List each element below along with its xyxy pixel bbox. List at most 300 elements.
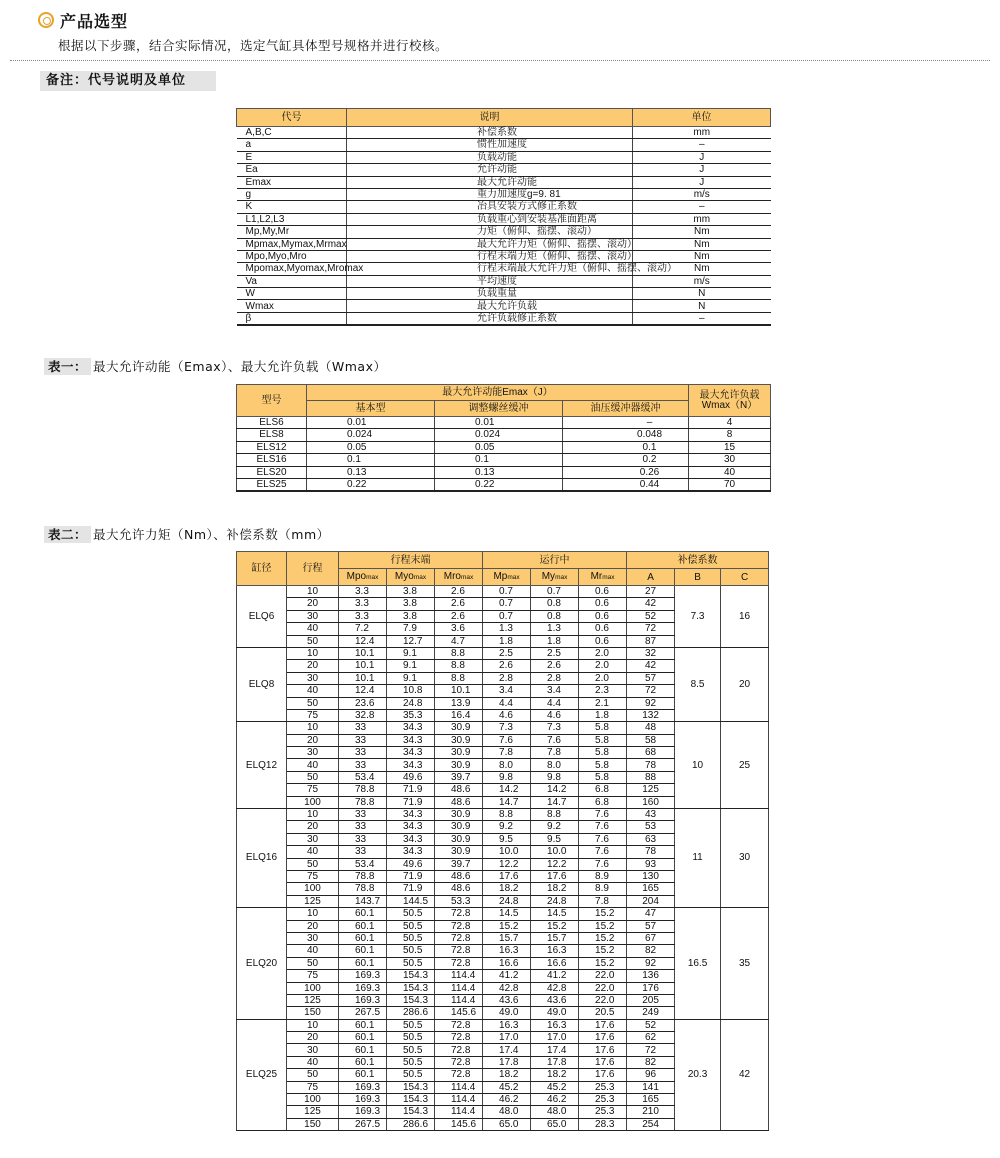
mp-cell: 7.3 <box>483 722 531 734</box>
myo-cell: 3.8 <box>387 610 435 622</box>
mpo-cell: 33 <box>339 821 387 833</box>
mp-cell: 65.0 <box>483 1118 531 1130</box>
stroke-cell: 30 <box>287 1044 339 1056</box>
myo-cell: 50.5 <box>387 945 435 957</box>
stroke-cell: 40 <box>287 846 339 858</box>
model-cell: ELS6 <box>237 417 307 429</box>
table-row <box>237 164 771 176</box>
mr-cell: 2.1 <box>579 697 627 709</box>
stroke-cell: 20 <box>287 1032 339 1044</box>
unit-cell: m/s <box>633 188 771 200</box>
bore-cell: ELQ20 <box>237 908 287 1020</box>
mp-cell: 10.0 <box>483 846 531 858</box>
myo-cell: 154.3 <box>387 1094 435 1106</box>
my-cell: 16.3 <box>531 1019 579 1031</box>
my-cell: 42.8 <box>531 982 579 994</box>
mr-cell: 5.8 <box>579 747 627 759</box>
a-cell: 52 <box>627 1019 675 1031</box>
my-cell: 43.6 <box>531 994 579 1006</box>
table-row <box>237 238 771 250</box>
code-cell: A,B,C <box>237 127 347 139</box>
stroke-cell: 75 <box>287 784 339 796</box>
my-cell: 2.6 <box>531 660 579 672</box>
model-cell: ELS20 <box>237 466 307 478</box>
mr-cell: 5.8 <box>579 771 627 783</box>
mpo-cell: 169.3 <box>339 1106 387 1118</box>
mro-cell: 16.4 <box>435 709 483 721</box>
comp-c-cell: 30 <box>721 809 769 908</box>
myo-cell: 50.5 <box>387 1044 435 1056</box>
mp-cell: 12.2 <box>483 858 531 870</box>
a-cell: 210 <box>627 1106 675 1118</box>
stroke-cell: 125 <box>287 994 339 1006</box>
my-cell: 9.8 <box>531 771 579 783</box>
mp-cell: 2.5 <box>483 647 531 659</box>
mp-cell: 43.6 <box>483 994 531 1006</box>
wmax-cell: 40 <box>689 466 771 478</box>
my-cell: 1.8 <box>531 635 579 647</box>
mr-cell: 2.0 <box>579 647 627 659</box>
stroke-cell: 100 <box>287 982 339 994</box>
my-cell: 10.0 <box>531 846 579 858</box>
emax-header-screw: 调整螺丝缓冲 <box>435 401 563 417</box>
mp-cell: 18.2 <box>483 883 531 895</box>
mpo-cell: 60.1 <box>339 945 387 957</box>
mr-cell: 25.3 <box>579 1106 627 1118</box>
a-cell: 72 <box>627 623 675 635</box>
a-cell: 96 <box>627 1069 675 1081</box>
moment-header-comp: 补偿系数 <box>627 552 769 569</box>
description-cell: 行程末端力矩（俯仰、摇摆、滚动） <box>347 250 633 262</box>
stroke-cell: 40 <box>287 623 339 635</box>
mpo-cell: 267.5 <box>339 1007 387 1019</box>
table-row <box>237 300 771 312</box>
my-cell: 7.6 <box>531 734 579 746</box>
myo-cell: 71.9 <box>387 784 435 796</box>
mr-cell: 6.8 <box>579 784 627 796</box>
a-cell: 92 <box>627 957 675 969</box>
mp-cell: 45.2 <box>483 1081 531 1093</box>
emax-header-oil: 油压缓冲器缓冲 <box>563 401 689 417</box>
myo-cell: 71.9 <box>387 796 435 808</box>
my-cell: 7.3 <box>531 722 579 734</box>
myo-cell: 144.5 <box>387 895 435 907</box>
stroke-cell: 30 <box>287 747 339 759</box>
mr-cell: 7.6 <box>579 846 627 858</box>
table-row <box>237 441 771 453</box>
table-row <box>237 275 771 287</box>
a-cell: 42 <box>627 598 675 610</box>
mp-cell: 17.8 <box>483 1056 531 1068</box>
my-cell: 15.7 <box>531 932 579 944</box>
my-cell: 16.3 <box>531 945 579 957</box>
code-cell: g <box>237 188 347 200</box>
table-row <box>237 908 769 920</box>
basic-cell: 0.1 <box>307 454 435 466</box>
mro-cell: 48.6 <box>435 784 483 796</box>
mp-cell: 24.8 <box>483 895 531 907</box>
mpo-cell: 33 <box>339 747 387 759</box>
stroke-cell: 30 <box>287 932 339 944</box>
my-cell: 14.2 <box>531 784 579 796</box>
mr-cell: 15.2 <box>579 908 627 920</box>
code-cell: β <box>237 312 347 325</box>
description-cell: 最大允许负载 <box>347 300 633 312</box>
myo-cell: 34.3 <box>387 846 435 858</box>
mp-cell: 2.6 <box>483 660 531 672</box>
comp-b-cell: 7.3 <box>675 586 721 648</box>
mro-cell: 39.7 <box>435 771 483 783</box>
mp-cell: 17.6 <box>483 870 531 882</box>
my-cell: 18.2 <box>531 883 579 895</box>
mr-cell: 25.3 <box>579 1081 627 1093</box>
table-row <box>237 250 771 262</box>
a-cell: 165 <box>627 1094 675 1106</box>
myo-cell: 9.1 <box>387 647 435 659</box>
mpo-cell: 60.1 <box>339 1019 387 1031</box>
mr-cell: 7.6 <box>579 821 627 833</box>
moment-header-run: 运行中 <box>483 552 627 569</box>
comp-c-cell: 20 <box>721 647 769 721</box>
emax-header-model: 型号 <box>237 385 307 417</box>
mro-cell: 30.9 <box>435 759 483 771</box>
mp-cell: 7.6 <box>483 734 531 746</box>
a-cell: 160 <box>627 796 675 808</box>
mro-cell: 8.8 <box>435 660 483 672</box>
mro-cell: 114.4 <box>435 1106 483 1118</box>
oil-cell: 0.1 <box>563 441 689 453</box>
mro-cell: 30.9 <box>435 846 483 858</box>
mro-cell: 13.9 <box>435 697 483 709</box>
wmax-cell: 8 <box>689 429 771 441</box>
myo-cell: 12.7 <box>387 635 435 647</box>
mp-cell: 42.8 <box>483 982 531 994</box>
description-cell: 最大允许动能 <box>347 176 633 188</box>
screw-cell: 0.13 <box>435 466 563 478</box>
table-row <box>237 127 771 139</box>
mpo-cell: 60.1 <box>339 957 387 969</box>
mpo-cell: 53.4 <box>339 771 387 783</box>
table-row <box>237 151 771 163</box>
mp-cell: 41.2 <box>483 970 531 982</box>
myo-cell: 10.8 <box>387 685 435 697</box>
table1-caption <box>44 357 387 375</box>
myo-cell: 49.6 <box>387 771 435 783</box>
stroke-cell: 50 <box>287 1069 339 1081</box>
mr-cell: 20.5 <box>579 1007 627 1019</box>
mro-cell: 48.6 <box>435 796 483 808</box>
bore-cell: ELQ6 <box>237 586 287 648</box>
mro-cell: 72.8 <box>435 932 483 944</box>
mro-cell: 4.7 <box>435 635 483 647</box>
mr-cell: 0.6 <box>579 610 627 622</box>
mro-cell: 8.8 <box>435 672 483 684</box>
mr-cell: 8.9 <box>579 870 627 882</box>
myo-cell: 34.3 <box>387 833 435 845</box>
myo-cell: 35.3 <box>387 709 435 721</box>
description-cell: 惯性加速度 <box>347 139 633 151</box>
mpo-cell: 60.1 <box>339 920 387 932</box>
a-cell: 176 <box>627 982 675 994</box>
code-cell: Mp,My,Mr <box>237 226 347 238</box>
myo-cell: 50.5 <box>387 1032 435 1044</box>
myo-cell: 71.9 <box>387 883 435 895</box>
a-cell: 62 <box>627 1032 675 1044</box>
myo-cell: 50.5 <box>387 1069 435 1081</box>
stroke-cell: 100 <box>287 1094 339 1106</box>
mpo-cell: 78.8 <box>339 784 387 796</box>
my-cell: 65.0 <box>531 1118 579 1130</box>
stroke-cell: 10 <box>287 722 339 734</box>
mpo-cell: 10.1 <box>339 672 387 684</box>
mro-cell: 30.9 <box>435 821 483 833</box>
myo-cell: 50.5 <box>387 920 435 932</box>
myo-cell: 71.9 <box>387 870 435 882</box>
mro-cell: 72.8 <box>435 908 483 920</box>
mp-cell: 0.7 <box>483 586 531 598</box>
screw-cell: 0.22 <box>435 478 563 491</box>
mp-cell: 4.6 <box>483 709 531 721</box>
mro-cell: 2.6 <box>435 610 483 622</box>
a-cell: 165 <box>627 883 675 895</box>
mr-cell: 25.3 <box>579 1094 627 1106</box>
mp-cell: 16.6 <box>483 957 531 969</box>
moment-header-c: C <box>721 569 769 586</box>
myo-cell: 154.3 <box>387 982 435 994</box>
mpo-cell: 267.5 <box>339 1118 387 1130</box>
table-row <box>237 139 771 151</box>
a-cell: 82 <box>627 945 675 957</box>
oil-cell: 0.44 <box>563 478 689 491</box>
a-cell: 78 <box>627 759 675 771</box>
unit-cell: m/s <box>633 275 771 287</box>
mr-cell: 7.6 <box>579 833 627 845</box>
my-cell: 0.8 <box>531 598 579 610</box>
a-cell: 254 <box>627 1118 675 1130</box>
mp-cell: 16.3 <box>483 945 531 957</box>
myo-cell: 50.5 <box>387 932 435 944</box>
mp-cell: 1.8 <box>483 635 531 647</box>
a-cell: 88 <box>627 771 675 783</box>
mro-cell: 145.6 <box>435 1007 483 1019</box>
my-cell: 17.0 <box>531 1032 579 1044</box>
my-cell: 14.5 <box>531 908 579 920</box>
mpo-cell: 33 <box>339 809 387 821</box>
model-cell: ELS25 <box>237 478 307 491</box>
code-cell: Va <box>237 275 347 287</box>
my-cell: 17.6 <box>531 870 579 882</box>
stroke-cell: 125 <box>287 895 339 907</box>
mr-cell: 15.2 <box>579 957 627 969</box>
mro-cell: 2.6 <box>435 586 483 598</box>
mr-cell: 5.8 <box>579 759 627 771</box>
my-cell: 0.7 <box>531 586 579 598</box>
table-row <box>237 312 771 325</box>
mp-cell: 9.8 <box>483 771 531 783</box>
mro-cell: 114.4 <box>435 970 483 982</box>
stroke-cell: 40 <box>287 685 339 697</box>
mro-cell: 114.4 <box>435 1094 483 1106</box>
my-cell: 4.6 <box>531 709 579 721</box>
mro-cell: 72.8 <box>435 1032 483 1044</box>
mp-cell: 46.2 <box>483 1094 531 1106</box>
table-row <box>237 478 771 491</box>
a-cell: 141 <box>627 1081 675 1093</box>
mpo-cell: 60.1 <box>339 1044 387 1056</box>
mpo-cell: 33 <box>339 846 387 858</box>
stroke-cell: 30 <box>287 672 339 684</box>
myo-cell: 3.8 <box>387 598 435 610</box>
stroke-cell: 20 <box>287 598 339 610</box>
mro-cell: 30.9 <box>435 734 483 746</box>
my-cell: 24.8 <box>531 895 579 907</box>
my-cell: 16.6 <box>531 957 579 969</box>
table2-title: 最大允许力矩（Nm）、补偿系数（mm） <box>93 527 330 542</box>
unit-cell: Nm <box>633 263 771 275</box>
codes-header-desc: 说明 <box>347 109 633 127</box>
description-cell: 平均速度 <box>347 275 633 287</box>
myo-cell: 9.1 <box>387 660 435 672</box>
myo-cell: 286.6 <box>387 1007 435 1019</box>
mpo-cell: 169.3 <box>339 1094 387 1106</box>
description-cell: 补偿系数 <box>347 127 633 139</box>
stroke-cell: 75 <box>287 970 339 982</box>
moment-header-my: Mymax <box>531 569 579 586</box>
stroke-cell: 10 <box>287 1019 339 1031</box>
moment-header-end: 行程末端 <box>339 552 483 569</box>
moment-header-bore: 缸径 <box>237 552 287 586</box>
code-cell: Mpo,Myo,Mro <box>237 250 347 262</box>
mpo-cell: 78.8 <box>339 796 387 808</box>
stroke-cell: 150 <box>287 1118 339 1130</box>
mp-cell: 14.2 <box>483 784 531 796</box>
codes-table <box>236 108 771 326</box>
mro-cell: 30.9 <box>435 809 483 821</box>
mr-cell: 28.3 <box>579 1118 627 1130</box>
table1-title: 最大允许动能（Emax）、最大允许负载（Wmax） <box>93 359 387 374</box>
mro-cell: 30.9 <box>435 722 483 734</box>
table-row <box>237 176 771 188</box>
stroke-cell: 125 <box>287 1106 339 1118</box>
wmax-cell: 30 <box>689 454 771 466</box>
stroke-cell: 50 <box>287 635 339 647</box>
my-cell: 46.2 <box>531 1094 579 1106</box>
my-cell: 8.8 <box>531 809 579 821</box>
myo-cell: 34.3 <box>387 747 435 759</box>
mro-cell: 145.6 <box>435 1118 483 1130</box>
myo-cell: 34.3 <box>387 722 435 734</box>
mp-cell: 3.4 <box>483 685 531 697</box>
myo-cell: 154.3 <box>387 1106 435 1118</box>
a-cell: 27 <box>627 586 675 598</box>
mp-cell: 8.8 <box>483 809 531 821</box>
mr-cell: 7.6 <box>579 809 627 821</box>
stroke-cell: 75 <box>287 870 339 882</box>
my-cell: 9.2 <box>531 821 579 833</box>
comp-b-cell: 8.5 <box>675 647 721 721</box>
mro-cell: 114.4 <box>435 1081 483 1093</box>
mro-cell: 72.8 <box>435 1044 483 1056</box>
mr-cell: 2.0 <box>579 660 627 672</box>
table-row <box>237 417 771 429</box>
code-cell: K <box>237 201 347 213</box>
oil-cell: 0.2 <box>563 454 689 466</box>
myo-cell: 50.5 <box>387 1056 435 1068</box>
mpo-cell: 7.2 <box>339 623 387 635</box>
a-cell: 92 <box>627 697 675 709</box>
mpo-cell: 169.3 <box>339 994 387 1006</box>
mro-cell: 10.1 <box>435 685 483 697</box>
mp-cell: 17.0 <box>483 1032 531 1044</box>
a-cell: 249 <box>627 1007 675 1019</box>
stroke-cell: 10 <box>287 647 339 659</box>
mr-cell: 22.0 <box>579 970 627 982</box>
a-cell: 136 <box>627 970 675 982</box>
mp-cell: 18.2 <box>483 1069 531 1081</box>
description-cell: 负载重心到安装基准面距离 <box>347 213 633 225</box>
code-cell: a <box>237 139 347 151</box>
myo-cell: 34.3 <box>387 821 435 833</box>
mr-cell: 17.6 <box>579 1019 627 1031</box>
table-row <box>237 586 769 598</box>
mr-cell: 0.6 <box>579 586 627 598</box>
my-cell: 9.5 <box>531 833 579 845</box>
mpo-cell: 78.8 <box>339 870 387 882</box>
stroke-cell: 20 <box>287 920 339 932</box>
a-cell: 52 <box>627 610 675 622</box>
myo-cell: 7.9 <box>387 623 435 635</box>
mro-cell: 8.8 <box>435 647 483 659</box>
myo-cell: 34.3 <box>387 759 435 771</box>
basic-cell: 0.13 <box>307 466 435 478</box>
emax-header-emax: 最大允许动能Emax（J） <box>307 385 689 401</box>
stroke-cell: 30 <box>287 610 339 622</box>
mr-cell: 0.6 <box>579 635 627 647</box>
model-cell: ELS16 <box>237 454 307 466</box>
mr-cell: 22.0 <box>579 982 627 994</box>
mp-cell: 48.0 <box>483 1106 531 1118</box>
myo-cell: 9.1 <box>387 672 435 684</box>
a-cell: 63 <box>627 833 675 845</box>
mro-cell: 72.8 <box>435 1019 483 1031</box>
a-cell: 42 <box>627 660 675 672</box>
table1-label: 表一： <box>44 358 91 375</box>
myo-cell: 34.3 <box>387 734 435 746</box>
mpo-cell: 78.8 <box>339 883 387 895</box>
unit-cell: J <box>633 151 771 163</box>
table-row <box>237 809 769 821</box>
mpo-cell: 143.7 <box>339 895 387 907</box>
a-cell: 125 <box>627 784 675 796</box>
a-cell: 57 <box>627 920 675 932</box>
table2-caption <box>44 525 330 543</box>
code-cell: W <box>237 288 347 300</box>
my-cell: 17.4 <box>531 1044 579 1056</box>
mr-cell: 17.6 <box>579 1069 627 1081</box>
stroke-cell: 20 <box>287 734 339 746</box>
table-row <box>237 263 771 275</box>
mro-cell: 3.6 <box>435 623 483 635</box>
mr-cell: 2.0 <box>579 672 627 684</box>
unit-cell: mm <box>633 213 771 225</box>
moment-header-mr: Mrmax <box>579 569 627 586</box>
moment-header-a: A <box>627 569 675 586</box>
table2-label: 表二： <box>44 526 91 543</box>
myo-cell: 50.5 <box>387 957 435 969</box>
a-cell: 130 <box>627 870 675 882</box>
description-cell: 最大允许力矩（俯仰、摇摆、滚动） <box>347 238 633 250</box>
stroke-cell: 75 <box>287 709 339 721</box>
